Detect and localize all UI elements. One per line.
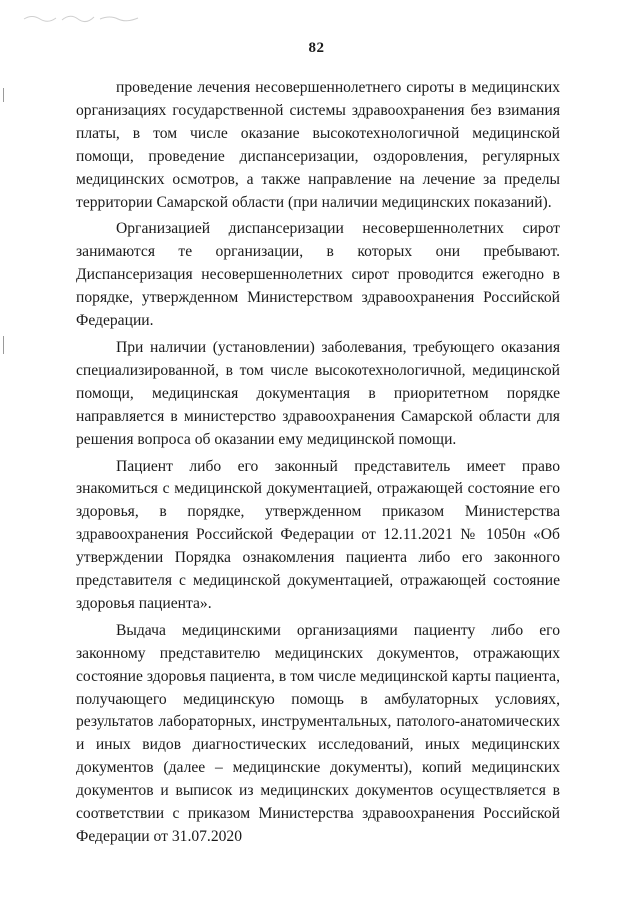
document-body <box>76 77 560 849</box>
paragraph-4: Пациент либо его законный представитель имеет право знакомиться с медицинской документацией, отражающей состояние его здоровья, в порядке, утвержденном приказом Министерства здравоохранения Российской Федерации от 12.11.2021 № 1050н «Об утверждении Порядка ознакомления пациента либо его законного представителя с медицинской документацией, отражающей состояние здоровья пациента». <box>76 457 560 612</box>
scan-artifact <box>22 10 142 24</box>
paragraph-5: Выдача медицинскими организациями пациенту либо его законному представителю медицинских документов, отражающих состояние здоровья пациента, в том числе медицинской карты пациента, получающего медицинскую помощь в амбулаторных условиях, результатов лабораторных, инструментальных, патолого-анатомических и иных видов диагностических исследований, иных медицинских документов (далее – медицинские документы), копий медицинских документов и выписок из медицинских документов осуществляется в соответствии с приказом Министерства здравоохранения Российской Федерации от 31.07.2020 <box>76 621 560 845</box>
paragraph-1: проведение лечения несовершеннолетнего сироты в медицинских организациях государственной системы здравоохранения без взимания платы, в том числе оказание высокотехнологичной медицинской помощи, проведение диспансеризации, оздоровления, регулярных медицинских осмотров, а также направление на лечение за пределы территории Самарской области (при наличии медицинских показаний). <box>76 79 560 211</box>
left-edge-mark-2 <box>3 336 4 354</box>
page-number: 82 <box>308 40 325 56</box>
left-edge-mark <box>3 88 4 102</box>
paragraph-2: Организацией диспансеризации несовершеннолетних сирот занимаются те организации, в которых они пребывают. Диспансеризация несовершеннолетних сирот проводится ежегодно в порядке, утвержденном Министерством здравоохранения Российской Федерации. <box>76 220 560 330</box>
paragraph-3: При наличии (установлении) заболевания, требующего оказания специализированной, в том числе высокотехнологичной, медицинской помощи, медицинская документация в приоритетном порядке направляется в министерство здравоохранения Самарской области для решения вопроса об оказании ему медицинской помощи. <box>76 338 560 448</box>
